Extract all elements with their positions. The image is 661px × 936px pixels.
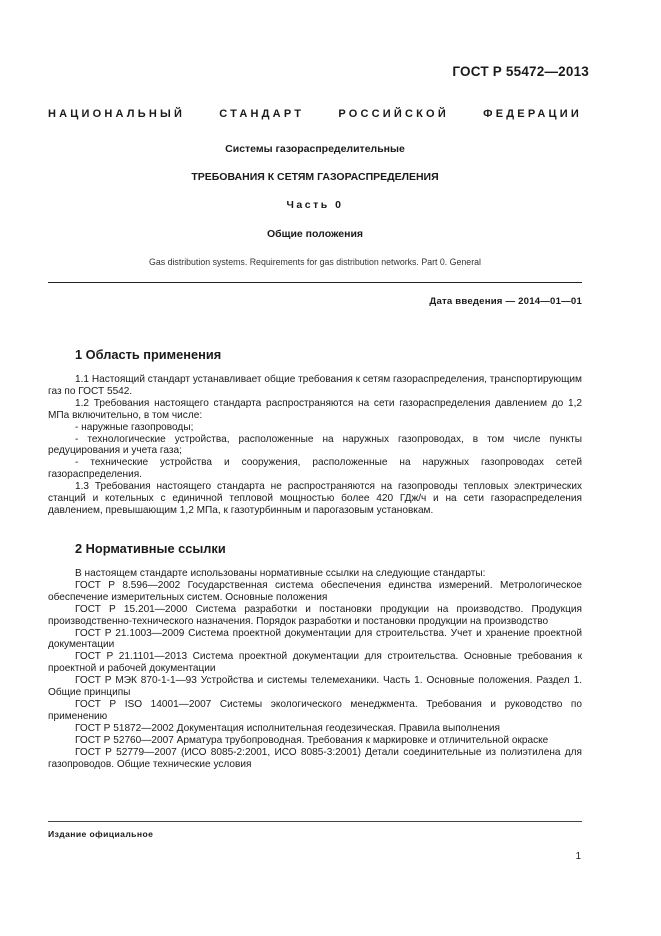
reference-item: ГОСТ Р МЭК 870-1-1—93 Устройства и системы телемеханики. Часть 1. Основные положения. Раздел 1. Общие принципы [48, 675, 582, 699]
reference-item: ГОСТ Р 15.201—2000 Система разработки и постановки продукции на производство. Продукция производственно-технического назначения. Порядок разработки и постановки продукции на производство [48, 603, 582, 627]
title-line-1: Системы газораспределительные [225, 143, 405, 155]
paragraph: 1.2 Требования настоящего стандарта распространяются на сети газораспределения давлением до 1,2 МПа включительно, в том числе: [48, 397, 582, 421]
section-2-body [48, 568, 582, 770]
reference-item: ГОСТ Р 51872—2002 Документация исполнительная геодезическая. Правила выполнения [75, 722, 500, 734]
section-1-body [48, 374, 582, 517]
title-part: Часть 0 [286, 199, 344, 211]
reference-item: ГОСТ Р 8.596—2002 Государственная система обеспечения единства измерений. Метрологическое обеспечение измерительных систем. Основные положения [48, 579, 582, 603]
intro-date: Дата введения — 2014—01—01 [429, 296, 582, 307]
title-line-2: ТРЕБОВАНИЯ К СЕТЯМ ГАЗОРАСПРЕДЕЛЕНИЯ [191, 171, 439, 183]
paragraph: 1.3 Требования настоящего стандарта не распространяются на газопроводы тепловых электрических станций и котельных с единичной тепловой мощностью более 420 ГДж/ч и на сети газораспределения давлением, превышающим 1,2 МПа, к газотурбинным и парогазовым установкам. [48, 481, 582, 516]
title-english: Gas distribution systems. Requirements for gas distribution networks. Part 0. General [149, 257, 481, 267]
reference-item: ГОСТ Р 21.1101—2013 Система проектной документации для строительства. Основные требования к проектной и рабочей документации [48, 651, 582, 675]
title-divider [48, 282, 582, 283]
paragraph: - технологические устройства, расположенные на наружных газопроводах, в том числе пункты редуцирования и учета газа; [48, 433, 582, 457]
paragraph: В настоящем стандарте использованы нормативные ссылки на следующие стандарты: [75, 568, 486, 579]
edition-label: Издание официальное [48, 829, 154, 839]
section-2-heading: 2 Нормативные ссылки [75, 541, 226, 556]
paragraph: 1.1 Настоящий стандарт устанавливает общие требования к сетям газораспределения, транспортирующим газ по ГОСТ 5542. [48, 374, 582, 397]
reference-item: ГОСТ Р 52760—2007 Арматура трубопроводная. Требования к маркировке и отличительной окраске [75, 734, 549, 746]
standard-code: ГОСТ Р 55472—2013 [452, 64, 589, 79]
reference-item: ГОСТ Р 52779—2007 (ИСО 8085-2:2001, ИСО 8085-3:2001) Детали соединительные из полиэтилена для газопроводов. Общие технические условия [48, 746, 582, 770]
reference-item: ГОСТ Р 21.1003—2009 Система проектной документации для строительства. Учет и хранение проектной документации [48, 627, 582, 651]
footer-divider [48, 821, 582, 822]
paragraph: - наружные газопроводы; [75, 421, 194, 433]
section-1-heading: 1 Область применения [75, 347, 222, 362]
page-number: 1 [575, 851, 581, 862]
reference-item: ГОСТ Р ISO 14001—2007 Системы экологического менеджмента. Требования и руководство по применению [48, 698, 582, 722]
paragraph: - технические устройства и сооружения, расположенные на наружных газопроводах сетей газораспределения. [48, 457, 582, 481]
title-subtitle: Общие положения [266, 228, 364, 240]
national-standard-banner: НАЦИОНАЛЬНЫЙ СТАНДАРТ РОССИЙСКОЙ ФЕДЕРАЦИИ [48, 108, 582, 120]
